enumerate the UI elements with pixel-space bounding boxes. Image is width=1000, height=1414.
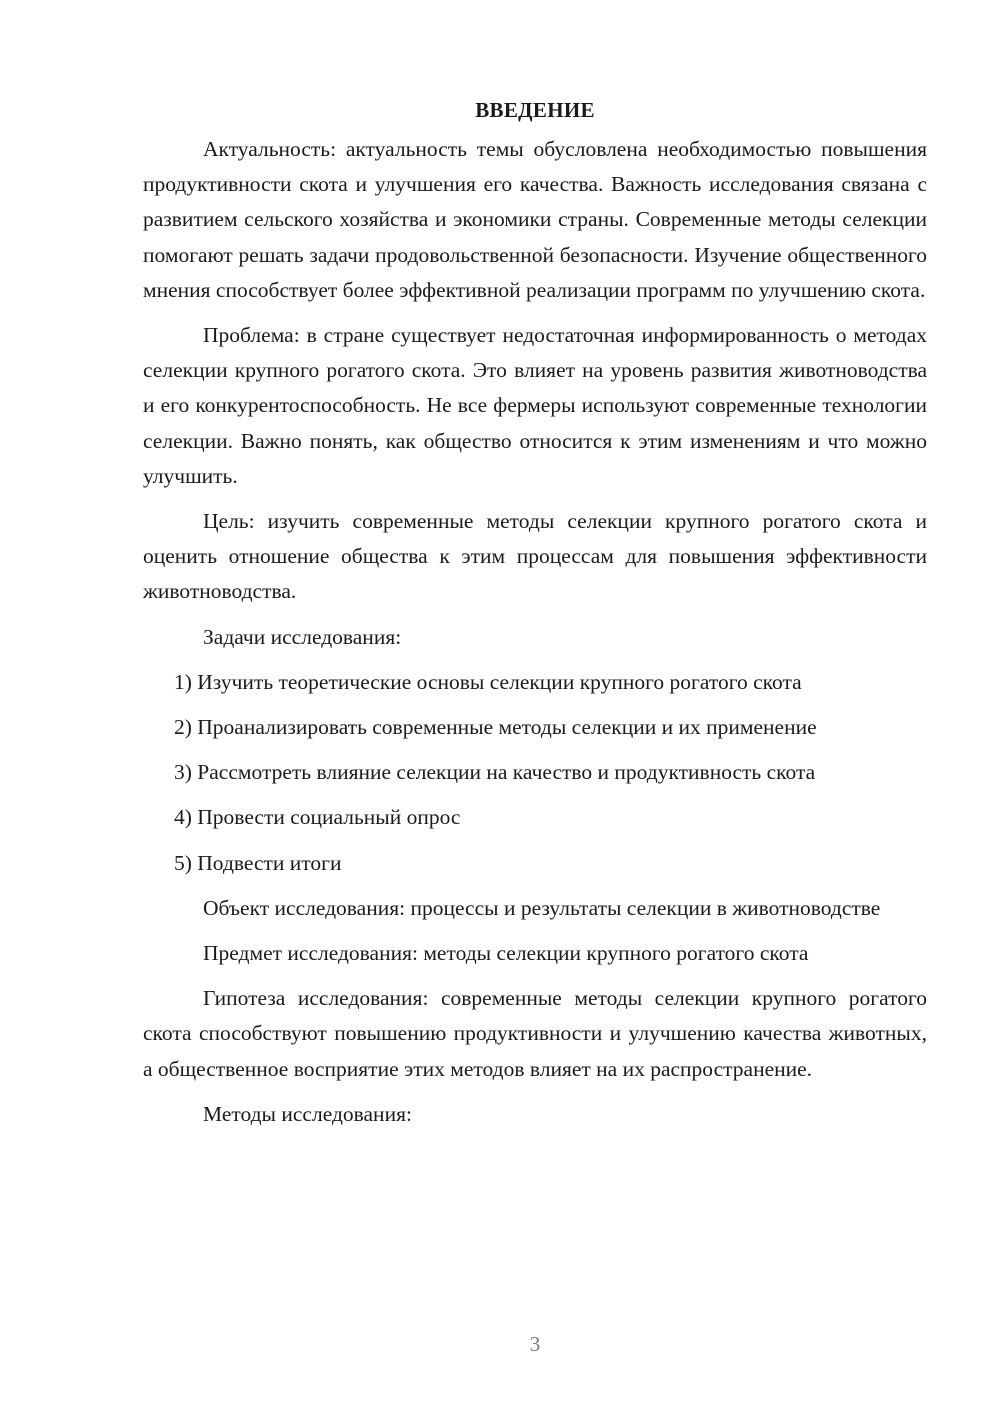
paragraph-methods-heading: Методы исследования: [203, 1101, 412, 1126]
list-item: 2) Проанализировать современные методы селекции и их применение [174, 715, 817, 740]
list-item: 1) Изучить теоретические основы селекции крупного рогатого скота [174, 669, 802, 694]
list-item: 4) Провести социальный опрос [174, 805, 461, 830]
page-title: ВВЕДЕНИЕ [475, 98, 595, 122]
page-number: 3 [529, 1332, 541, 1356]
paragraph-hypothesis: Гипотеза исследования: современные методы селекции крупного рогатого скота способствуют повышению продуктивности и улучшению качества животных, а общественное восприятие этих методов влияет на их распространение. [143, 986, 927, 1081]
paragraph-problem: Проблема: в стране существует недостаточная информированность о методах селекции крупного рогатого скота. Это влияет на уровень развития животноводства и его конкурентоспособность. Не все фермеры используют современные технологии селекции. Важно понять, как общество относится к этим изменениям и что можно улучшить. [143, 323, 927, 488]
document-page [143, 92, 927, 1142]
list-item: 3) Рассмотреть влияние селекции на качество и продуктивность скота [174, 760, 816, 785]
list-item: 5) Подвести итоги [174, 850, 342, 875]
paragraph-relevance: Актуальность: актуальность темы обусловлена необходимостью повышения продуктивности скота и улучшения его качества. Важность исследования связана с развитием сельского хозяйства и экономики страны. Современные методы селекции помогают решать задачи продовольственной безопасности. Изучение общественного мнения способствует более эффективной реализации программ по улучшению скота. [143, 137, 927, 302]
tasks-list [143, 665, 927, 881]
paragraph-subject: Предмет исследования: методы селекции крупного рогатого скота [203, 941, 809, 966]
paragraph-goal: Цель: изучить современные методы селекции крупного рогатого скота и оценить отношение общества к этим процессам для повышения эффективности животноводства. [143, 509, 927, 604]
paragraph-tasks-heading: Задачи исследования: [203, 624, 402, 649]
paragraph-object: Объект исследования: процессы и результаты селекции в животноводстве [203, 895, 881, 920]
